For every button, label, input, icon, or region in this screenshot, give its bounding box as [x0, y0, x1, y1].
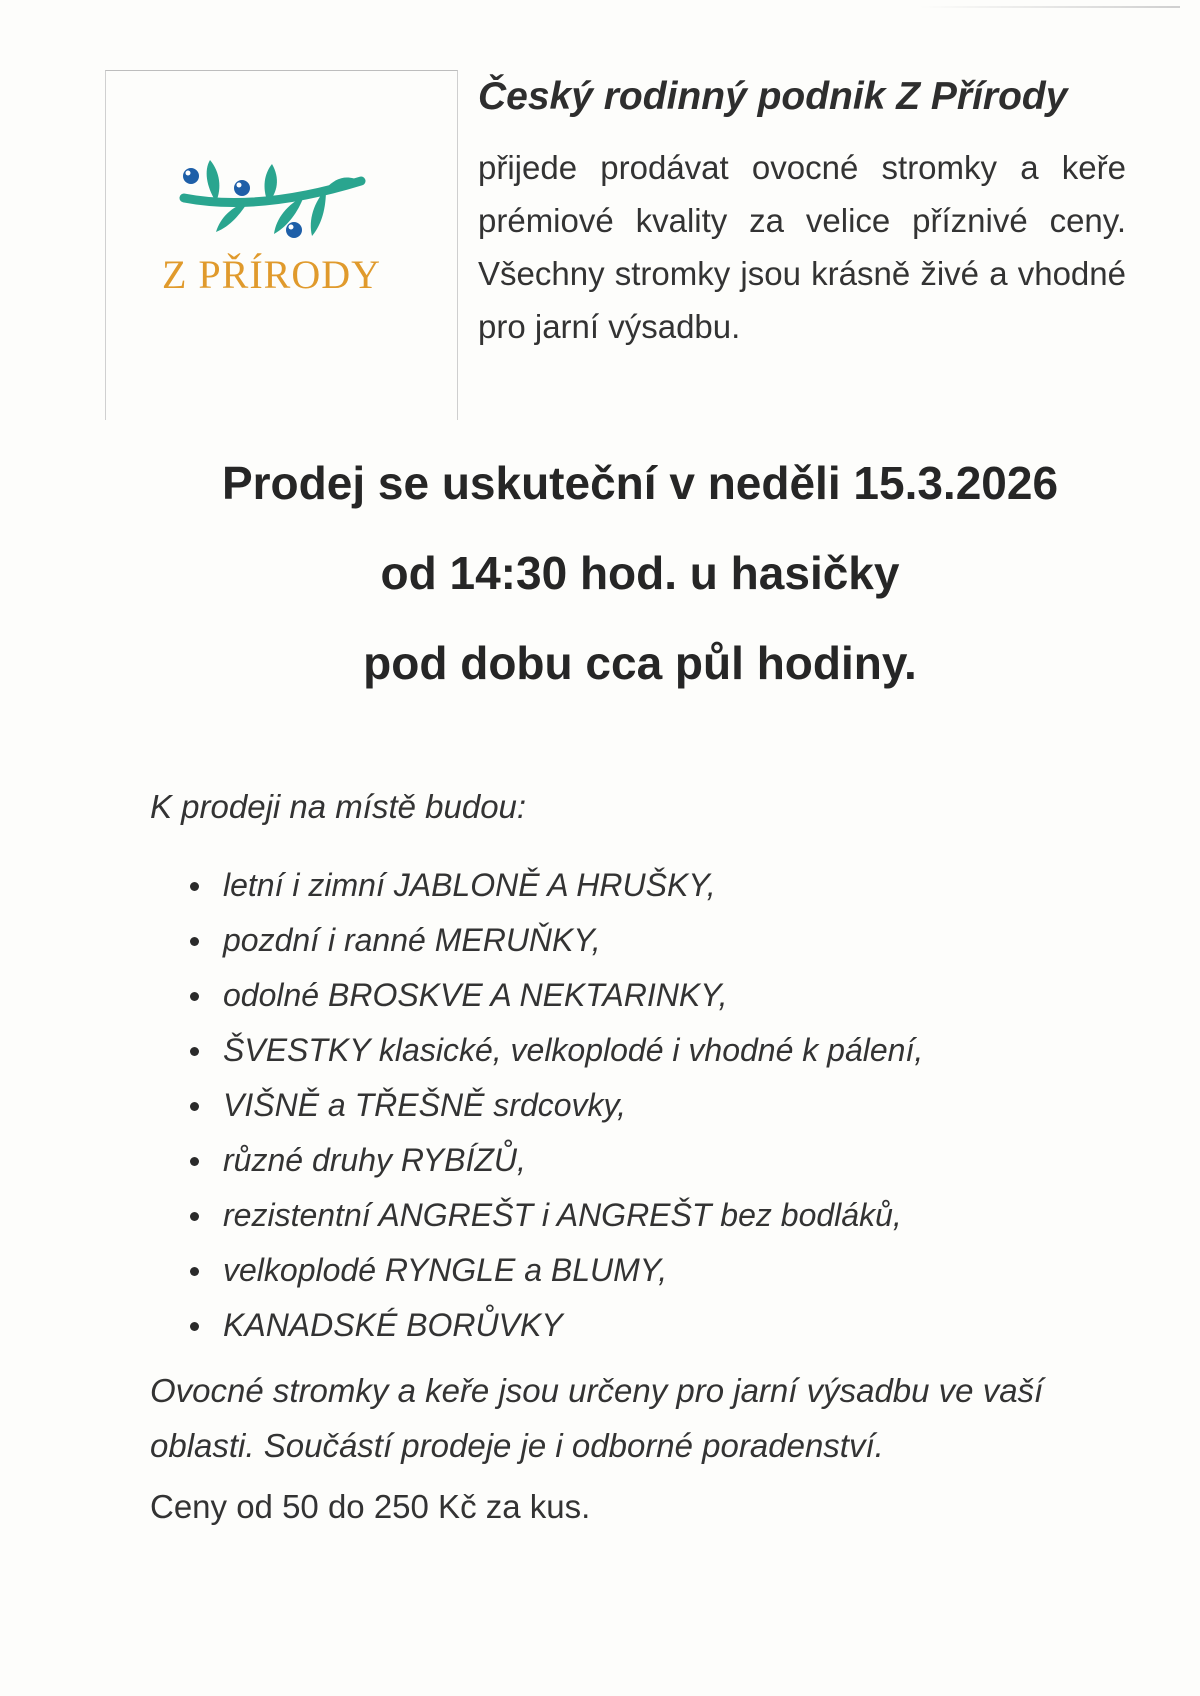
list-item-text: letní i zimní JABLONĚ A HRUŠKY, [223, 867, 716, 903]
sale-announcement [100, 448, 1180, 718]
planting-note: Ovocné stromky a keře jsou určeny pro jarní výsadbu ve vaší oblasti. Součástí prodeje je i odborné poradenství. [150, 1372, 1044, 1464]
bullet-icon [190, 1267, 199, 1276]
list-item-text: ŠVESTKY klasické, velkoplodé i vhodné k pálení, [223, 1032, 924, 1068]
logo-box [105, 70, 458, 420]
list-item [190, 1243, 923, 1298]
bullet-icon [190, 1047, 199, 1056]
list-item [190, 1078, 923, 1133]
bullet-icon [190, 1102, 199, 1111]
intro-section [478, 75, 1126, 353]
list-item [190, 968, 923, 1023]
offer-list [190, 858, 923, 1353]
announcement-date-line: Prodej se uskuteční v neděli 15.3.2026 [221, 457, 1059, 509]
list-item-text: různé druhy RYBÍZŮ, [223, 1142, 526, 1178]
scan-edge-shadow [920, 6, 1180, 8]
list-item [190, 913, 923, 968]
list-item [190, 1133, 923, 1188]
offer-title: K prodeji na místě budou: [150, 788, 527, 825]
list-item-text: odolné BROSKVE A NEKTARINKY, [223, 977, 728, 1013]
bullet-icon [190, 1322, 199, 1331]
list-item [190, 1188, 923, 1243]
olive-branch-icon [176, 156, 376, 256]
list-item-text: velkoplodé RYNGLE a BLUMY, [223, 1252, 668, 1288]
bullet-icon [190, 937, 199, 946]
price-info: Ceny od 50 do 250 Kč za kus. [150, 1488, 591, 1525]
list-item [190, 858, 923, 913]
list-item [190, 1023, 923, 1078]
list-item-text: KANADSKÉ BORŮVKY [223, 1307, 563, 1343]
list-item [190, 1298, 923, 1353]
bullet-icon [190, 1157, 199, 1166]
bullet-icon [190, 1212, 199, 1221]
bullet-icon [190, 992, 199, 1001]
announcement-duration-line: pod dobu cca půl hodiny. [363, 637, 917, 689]
list-item-text: VIŠNĚ a TŘEŠNĚ srdcovky, [223, 1087, 627, 1123]
company-name: Český rodinný podnik Z Přírody [478, 75, 1068, 118]
announcement-time-line: od 14:30 hod. u hasičky [380, 547, 900, 599]
intro-paragraph: přijede prodávat ovocné stromky a keře prémiové kvality za velice příznivé ceny. Všechny stromky jsou krásně živé a vhodné pro jarní výsadbu. [478, 149, 1126, 345]
logo-text: Z PŘÍRODY [162, 252, 382, 297]
list-item-text: rezistentní ANGREŠT i ANGREŠT bez bodláků, [223, 1197, 902, 1233]
list-item-text: pozdní i ranné MERUŇKY, [223, 922, 601, 958]
bullet-icon [190, 882, 199, 891]
